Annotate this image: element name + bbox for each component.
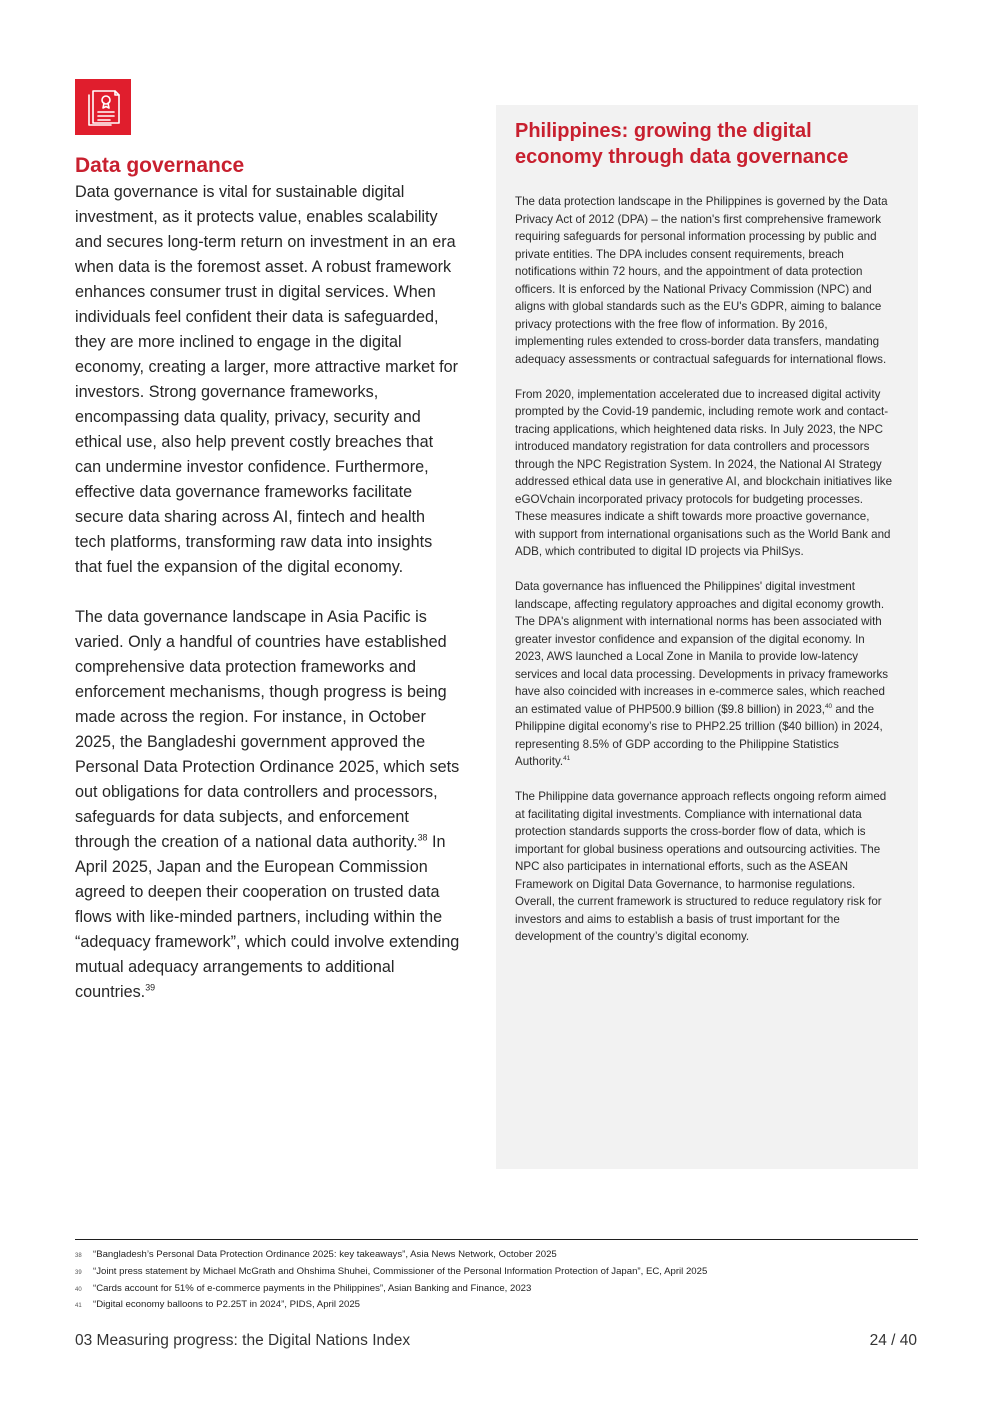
footnote-number: 41	[75, 1303, 82, 1310]
footnote-text: “Digital economy balloons to P2.25T in 2024”, PIDS, April 2025	[93, 1299, 360, 1311]
sidebar-title: Philippines: growing the digital economy through data governance	[515, 120, 849, 168]
body-paragraph-1: Data governance is vital for sustainable digital investment, as it protects value, enables scalability and secures long-term return on investment in an era when data is the foremost asset. A robust framework enhances consumer trust in digital services. When individuals feel confident their data is safeguarded, they are more inclined to engage in the digital economy, creating a larger, more attractive market for investors. Strong governance frameworks, encompassing data quality, privacy, security and ethical use, also help prevent costly breaches that can undermine investor confidence. Furthermore, effective data governance frameworks facilitate secure data sharing across AI, fintech and health tech platforms, transforming raw data into insights that fuel the expansion of the digital economy.	[75, 183, 458, 576]
footnote-ref-38[interactable]: 38	[417, 832, 428, 843]
sidebar-body	[515, 193, 893, 963]
footnote-divider	[75, 1239, 918, 1240]
footnote-number: 40	[75, 1286, 82, 1293]
footnote	[75, 1299, 918, 1316]
footnote-text: “Joint press statement by Michael McGrath and Ohshima Shuhei, Commissioner of the Personal Information Protection of Japan”, EC, April 2025	[93, 1265, 708, 1277]
paragraph-text: The data governance landscape in Asia Pacific is varied. Only a handful of countries have established comprehensive data protection frameworks and enforcement mechanisms, though progress is being made across the region. For instance, in October 2025, the Bangladeshi government approved the Personal Data Protection Ordinance 2025, which sets out obligations for data controllers and processors, safeguards for data subjects, and enforcement through the creation of a national data authority.	[75, 608, 460, 851]
paragraph-text: In April 2025, Japan and the European Commission agreed to deepen their cooperation on trusted data flows with like-minded partners, including within the “adequacy framework”, which could involve extending mutual adequacy arrangements to additional countries.	[75, 833, 460, 1001]
paragraph-text: and the Philippine digital economy’s rise to PHP2.25 trillion ($40 billion) in 2024, representing 8.5% of GDP according to the Philippine Statistics Authority.	[515, 702, 883, 768]
sidebar-paragraph-1: The data protection landscape in the Philippines is governed by the Data Privacy Act of 2012 (DPA) – the nation's first comprehensive framework requiring safeguards for personal information processing by public and private entities. The DPA includes consent requirements, breach notifications within 72 hours, and the appointment of data protection officers. It is enforced by the National Privacy Commission (NPC) and aligns with global standards such as the EU's GDPR, aiming to balance privacy protections with the free flow of information. By 2016, implementing rules extended to cross-border data transfers, mandating adequacy assessments or contractual safeguards for international flows.	[515, 195, 888, 366]
footnote-number: 38	[75, 1253, 82, 1259]
footnote-ref-41[interactable]: 41	[563, 755, 571, 763]
footnote-ref-40[interactable]: 40	[825, 702, 833, 710]
sidebar-paragraph-3	[515, 578, 893, 771]
footnote	[75, 1249, 918, 1266]
body-paragraph-2	[75, 605, 460, 1005]
section-title: Data governance	[75, 154, 245, 177]
footnote-text: “Cards account for 51% of e-commerce payments in the Philippines”, Asian Banking and Finance, 2023	[93, 1282, 532, 1294]
case-study-sidebar	[496, 105, 918, 1169]
footer-section-title: 03 Measuring progress: the Digital Nations Index	[75, 1332, 411, 1349]
footnote-number: 39	[75, 1269, 82, 1276]
document-certificate-icon	[75, 79, 131, 135]
footnote-ref-39[interactable]: 39	[145, 982, 156, 993]
page-number: 24 / 40	[869, 1332, 917, 1349]
paragraph-text: Data governance has influenced the Philippines' digital investment landscape, affecting regulatory approaches and digital economy growth. The DPA's alignment with international norms has been associated with greater investor confidence and expansion of the digital economy. In 2023, AWS launched a Local Zone in Manila to provide low-latency services and local data processing. Developments in privacy frameworks have also coincided with increases in e-commerce sales, which reached an estimated value of PHP500.9 billion ($9.8 billion) in 2023,	[515, 580, 889, 716]
sidebar-paragraph-2: From 2020, implementation accelerated due to increased digital activity prompted by the Covid-19 pandemic, including remote work and contact-tracing applications, which heightened data risks. In July 2023, the NPC introduced mandatory registration for data controllers and processors through the NPC Registration System. In 2024, the National AI Strategy addressed ethical data use in generative AI, and blockchain initiatives like eGOVchain incorporated privacy protocols for budgeting processes. These measures indicate a shift towards more proactive governance, with support from international organisations such as the World Bank and ADB, which contributed to digital ID projects via PhilSys.	[515, 387, 893, 558]
sidebar-paragraph-4: The Philippine data governance approach reflects ongoing reform aimed at facilitating digital investments. Compliance with international data protection standards supports the cross-border flow of data, which is important for global business operations and outsourcing activities. The NPC also participates in international efforts, such as the ASEAN Framework on Digital Data Governance, to harmonise regulations. Overall, the current framework is structured to reduce regulatory risk for investors and aims to establish a basis of trust important for the development of the country’s digital economy.	[515, 790, 887, 943]
footnote-text: “Bangladesh’s Personal Data Protection Ordinance 2025: key takeaways”, Asia News Network, October 2025	[93, 1249, 557, 1260]
footnote	[75, 1266, 918, 1283]
footnote	[75, 1283, 918, 1300]
footnotes	[75, 1249, 918, 1316]
main-body-text	[75, 180, 460, 1030]
